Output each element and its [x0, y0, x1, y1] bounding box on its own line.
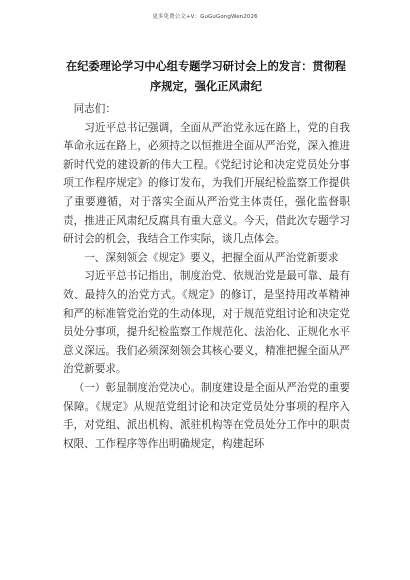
document-title: 在纪委理论学习中心组专题学习研讨会上的发言：贯彻程序规定，强化正风肃纪	[66, 60, 346, 93]
intro-paragraph: 习近平总书记强调，全面从严治党永远在路上，党的自我革命永远在路上，必须持之以恒推进全面从严治党，深入推进新时代党的建设新的伟大工程。《党纪讨论和决定党员处分事项工作程序规定》的修订发布，为我们开展纪检监察工作提供了重要遵循，对于落实全面从严治党主体责任，强化监督职责，推进正风肃纪反腐具有重大意义。今天，借此次专题学习研讨会的机会，我结合工作实际，谈几点体会。	[63, 121, 350, 246]
section-paragraph: 习近平总书记指出，制度治党、依规治党是最可靠、最有效、最持久的治党方式。《规定》的修订，是坚持用改革精神和严的标准管党治党的生动体现，对于规范党组讨论和决定党员处分事项，提升纪检监察工作规范化、法治化、正规化水平意义深远。我们必须深刻领会其核心要义，精准把握全面从严治党新要求。	[63, 270, 350, 376]
salutation: 同志们：	[73, 103, 116, 115]
subsection-paragraph: （一）彰显制度治党决心。制度建设是全面从严治党的重要保障。《规定》从规范党组讨论和决定党员处分事项的程序入手，对党组、派出机构、派驻机构等在党员处分工作中的职责权限、工作程序等作出明确规定，构建起环	[63, 381, 350, 450]
header-watermark: 更多免费公文+V：GuGuGongWen2026	[152, 14, 258, 20]
document-body	[63, 100, 350, 453]
section-heading: 一、深刻领会《规定》要义，把握全面从严治党新要求	[84, 251, 339, 264]
